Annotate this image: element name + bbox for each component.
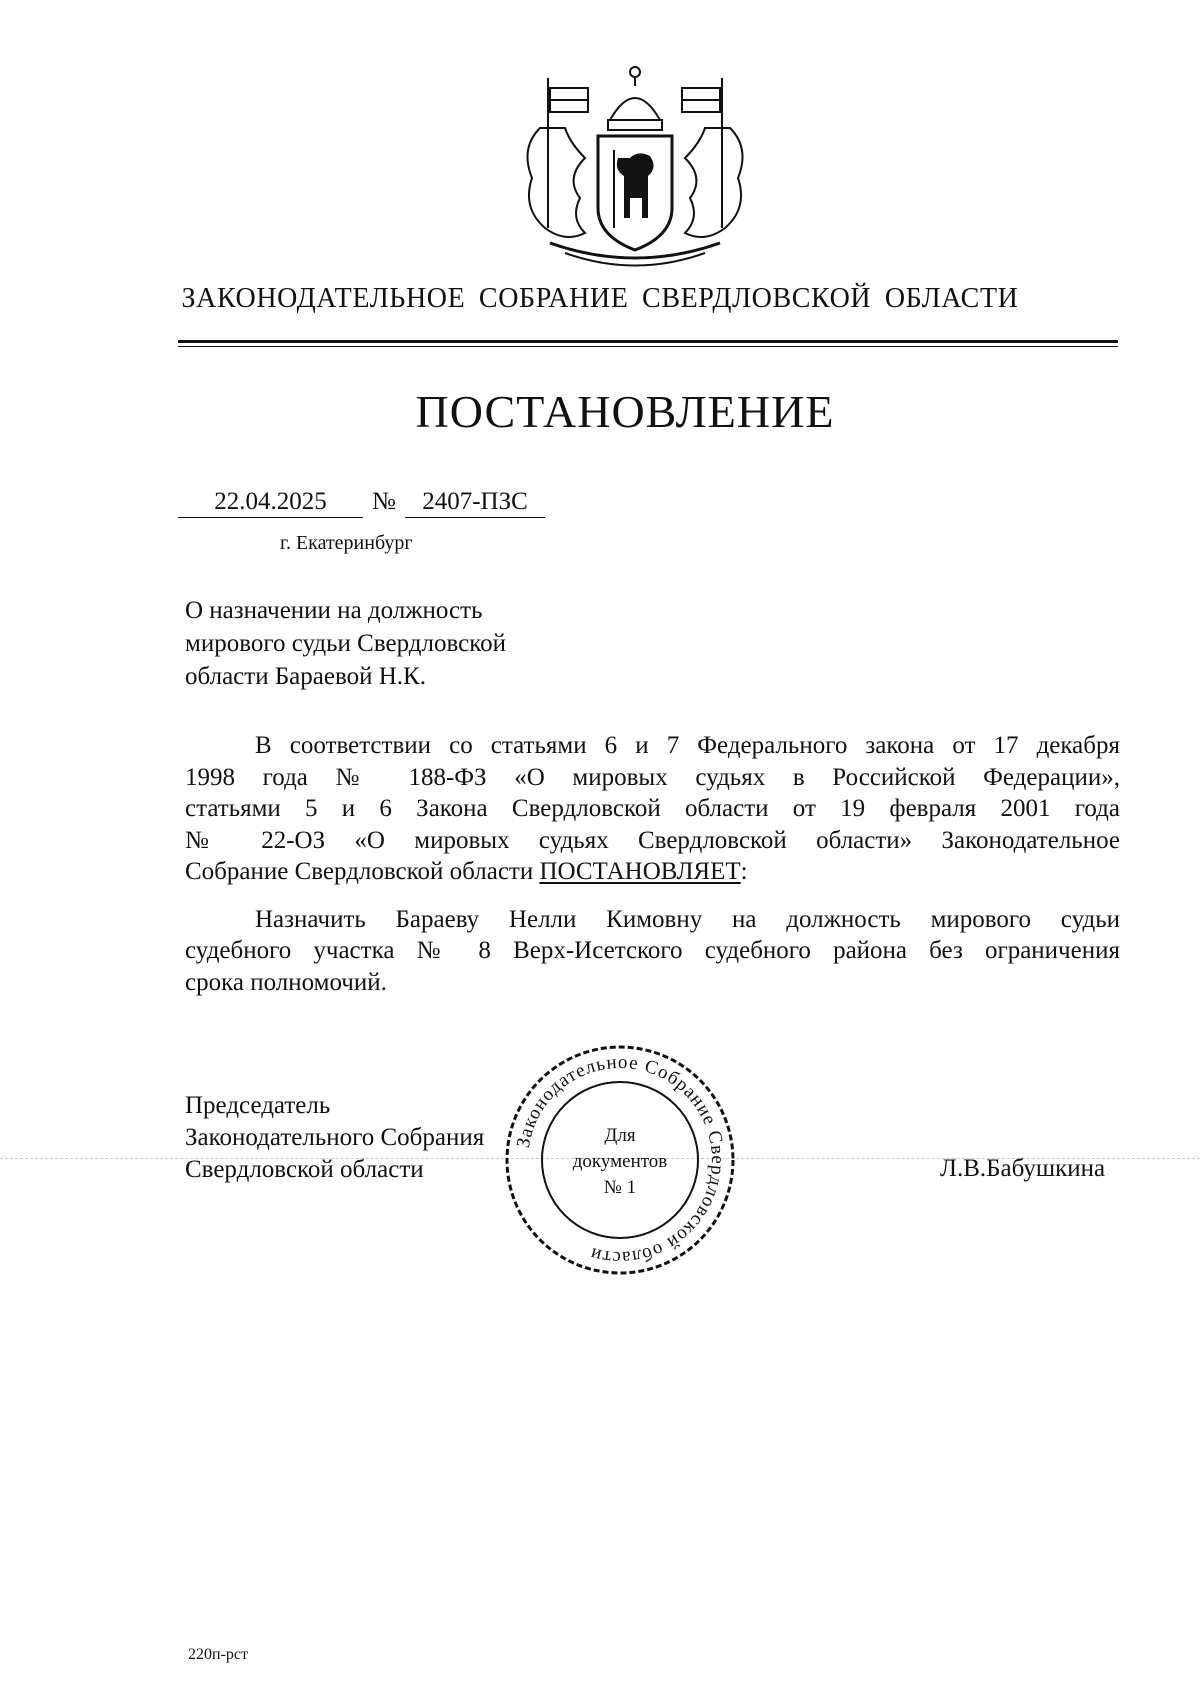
body-line: срока полномочий. (185, 968, 387, 996)
subject-line: мирового судьи Свердловской (185, 630, 506, 657)
stamp-center-line: № 1 (603, 1177, 637, 1198)
footer-code: 220п-рст (188, 1646, 248, 1663)
signer-title-line: Законодательного Собрания (185, 1124, 485, 1151)
document-type-title: ПОСТАНОВЛЕНИЕ (415, 386, 835, 437)
header-rule-thin (178, 346, 1118, 347)
signer-name: Л.В.Бабушкина (940, 1155, 1106, 1182)
body-line: В соответствии со статьями 6 и 7 Федерального закона от 17 декабря (255, 732, 1120, 759)
resolves-keyword: ПОСТАНОВЛЯЕТ (539, 858, 741, 885)
coat-of-arms-emblem (510, 58, 760, 268)
subject-line: области Бараевой Н.К. (185, 663, 426, 690)
body-text-fragment: Собрание Свердловской области (185, 858, 534, 885)
signer-title-line: Свердловской области (185, 1156, 424, 1183)
organization-name: ЗАКОНОДАТЕЛЬНОЕ СОБРАНИЕ СВЕРДЛОВСКОЙ ОБЛАСТИ (181, 283, 1019, 314)
signer-title-line: Председатель (185, 1092, 331, 1119)
document-subject (185, 594, 705, 693)
body-line: Назначить Бараеву Нелли Кимовну на должность мирового судьи (255, 905, 1120, 933)
body-line: судебного участка № 8 Верх-Исетского судебного района без ограничения (185, 937, 1120, 964)
body-line: № 22-ОЗ «О мировых судьях Свердловской области» Законодательное (185, 826, 1120, 854)
subject-line: О назначении на должность (185, 597, 483, 624)
city-name: г. Екатеринбург (280, 532, 413, 554)
document-body (185, 730, 1120, 998)
stamp-center-line: документов (572, 1151, 668, 1172)
number-sign: № (372, 488, 396, 515)
official-seal-stamp (503, 1043, 737, 1277)
stamp-ring-text: Законодательное Собрание Свердловской области (512, 1051, 729, 1269)
body-line: 1998 года № 188-ФЗ «О мировых судьях в Российской Федерации», (185, 763, 1120, 791)
body-line-resolution (185, 856, 1120, 888)
signer-title (185, 1090, 484, 1186)
stamp-center-line: Для (604, 1125, 636, 1146)
header-rule-thick (178, 340, 1118, 343)
document-date: 22.04.2025 (178, 487, 363, 518)
document-number: 2407-ПЗС (405, 487, 545, 518)
body-line: статьями 5 и 6 Закона Свердловской области от 19 февраля 2001 года (185, 795, 1120, 822)
body-text-fragment: : (740, 858, 748, 885)
